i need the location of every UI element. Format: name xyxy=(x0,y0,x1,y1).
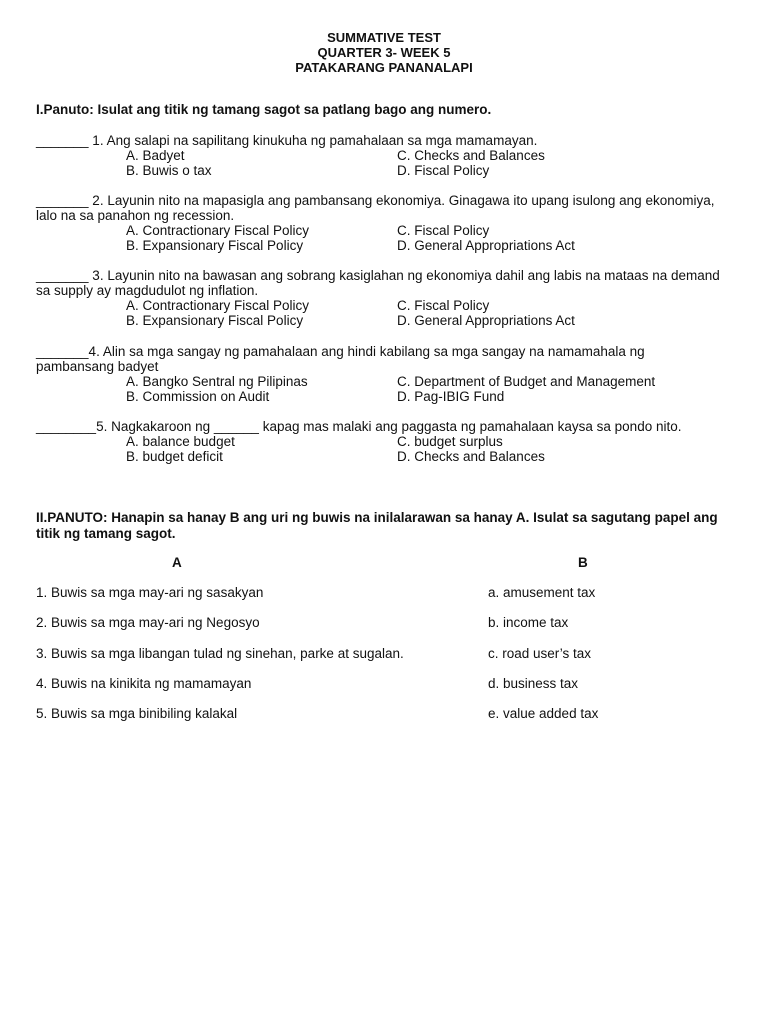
column-a-item: 4. Buwis na kinikita ng mamamayan xyxy=(36,676,252,691)
quarter-week-label: QUARTER 3- WEEK 5 xyxy=(317,45,451,60)
part2-instruction: II.PANUTO: Hanapin sa hanay B ang uri ng buwis na inilalarawan sa hanay A. Isulat sa sagutang papel ang titik ng tamang sagot. xyxy=(36,510,718,541)
matching-row xyxy=(36,615,736,631)
column-a-item: 3. Buwis sa mga libangan tulad ng sinehan, parke at sugalan. xyxy=(36,646,404,661)
choice-d: D. Pag-IBIG Fund xyxy=(397,389,505,404)
column-a-item: 5. Buwis sa mga binibiling kalakal xyxy=(36,706,238,721)
question-stem: ________5. Nagkakaroon ng ______ kapag mas malaki ang paggasta ng pamahalaan kaysa sa pondo nito. xyxy=(36,419,682,434)
part1-instruction: I.Panuto: Isulat ang titik ng tamang sagot sa patlang bago ang numero. xyxy=(36,102,492,117)
question-2 xyxy=(36,193,726,253)
choice-row xyxy=(36,313,726,328)
choice-row xyxy=(36,223,726,238)
question-stem: _______ 2. Layunin nito na mapasigla ang pambansang ekonomiya. Ginagawa ito upang isulong ang ekonomiya, lalo na sa panahon ng recession. xyxy=(36,193,715,223)
choice-a: A. Contractionary Fiscal Policy xyxy=(126,223,310,238)
choice-d: D. General Appropriations Act xyxy=(397,238,575,253)
choice-b: B. Buwis o tax xyxy=(126,163,212,178)
matching-row xyxy=(36,706,736,722)
choice-row xyxy=(36,374,726,389)
matching-row xyxy=(36,676,736,692)
choice-a: A. Badyet xyxy=(126,148,185,163)
matching-row xyxy=(36,585,736,601)
choice-c: C. budget surplus xyxy=(397,434,503,449)
question-stem: _______ 1. Ang salapi na sapilitang kinukuha ng pamahalaan sa mga mamamayan. xyxy=(36,133,538,148)
column-b-item: c. road user’s tax xyxy=(488,646,592,661)
column-a-item: 2. Buwis sa mga may-ari ng Negosyo xyxy=(36,615,260,630)
choice-a: A. Bangko Sentral ng Pilipinas xyxy=(126,374,308,389)
question-stem: _______4. Alin sa mga sangay ng pamahalaan ang hindi kabilang sa mga sangay na namamahala ng pambansang badyet xyxy=(36,344,645,374)
column-b-item: a. amusement tax xyxy=(488,585,596,600)
choice-b: B. Expansionary Fiscal Policy xyxy=(126,313,304,328)
choice-c: C. Department of Budget and Management xyxy=(397,374,656,389)
test-title: SUMMATIVE TEST xyxy=(327,30,441,45)
question-1 xyxy=(36,133,726,178)
choice-b: B. Expansionary Fiscal Policy xyxy=(126,238,304,253)
choice-d: D. Checks and Balances xyxy=(397,449,545,464)
question-5 xyxy=(36,419,726,464)
column-b-item: e. value added tax xyxy=(488,706,599,721)
question-3 xyxy=(36,268,726,328)
choice-b: B. budget deficit xyxy=(126,449,223,464)
choice-row xyxy=(36,148,726,163)
choice-b: B. Commission on Audit xyxy=(126,389,270,404)
choice-row xyxy=(36,449,726,464)
column-a-item: 1. Buwis sa mga may-ari ng sasakyan xyxy=(36,585,264,600)
column-b-item: d. business tax xyxy=(488,676,579,691)
matching-row xyxy=(36,646,736,662)
column-a-header: A xyxy=(172,555,182,570)
choice-a: A. balance budget xyxy=(126,434,235,449)
choice-row xyxy=(36,238,726,253)
choice-row xyxy=(36,434,726,449)
choice-c: C. Checks and Balances xyxy=(397,148,545,163)
choice-row xyxy=(36,389,726,404)
choice-row xyxy=(36,298,726,313)
column-b-item: b. income tax xyxy=(488,615,569,630)
question-stem: _______ 3. Layunin nito na bawasan ang sobrang kasiglahan ng ekonomiya dahil ang labis na mataas na demand sa supply ay magdudulot ng inflation. xyxy=(36,268,720,298)
choice-d: D. Fiscal Policy xyxy=(397,163,490,178)
choice-c: C. Fiscal Policy xyxy=(397,298,490,313)
subject-title: PATAKARANG PANANALAPI xyxy=(295,60,473,75)
choice-c: C. Fiscal Policy xyxy=(397,223,490,238)
choice-row xyxy=(36,163,726,178)
column-b-header: B xyxy=(578,555,588,570)
choice-d: D. General Appropriations Act xyxy=(397,313,575,328)
choice-a: A. Contractionary Fiscal Policy xyxy=(126,298,310,313)
question-4 xyxy=(36,344,726,404)
